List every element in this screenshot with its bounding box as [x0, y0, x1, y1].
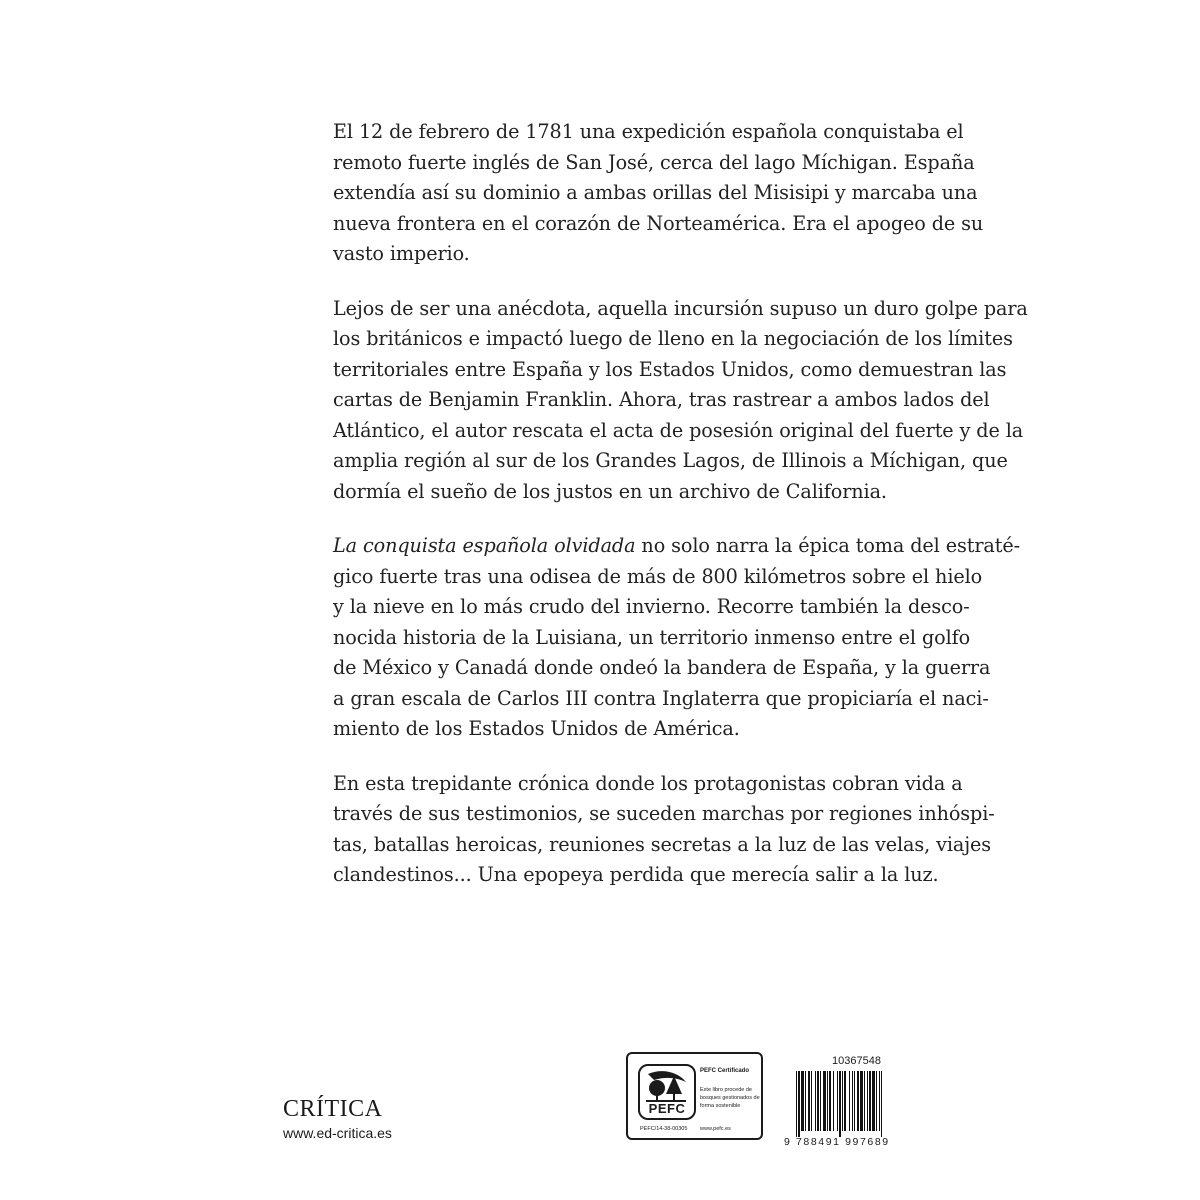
barcode-bars	[784, 1071, 924, 1137]
barcode-bar	[839, 1071, 841, 1137]
barcode-bar	[864, 1071, 865, 1131]
barcode-bar	[867, 1071, 868, 1131]
barcode-bar	[876, 1071, 877, 1131]
blurb-line: vasto imperio.	[333, 242, 470, 265]
barcode-bar	[829, 1071, 831, 1131]
barcode-bar	[857, 1071, 859, 1131]
blurb-line: Lejos de ser una anécdota, aquella incursión supuso un duro golpe para	[333, 296, 1028, 320]
barcode-bar	[881, 1071, 882, 1137]
barcode-bar	[808, 1071, 810, 1131]
barcode-bar	[860, 1071, 863, 1131]
barcode-bar	[833, 1071, 834, 1131]
barcode-bar	[815, 1071, 816, 1131]
publisher-name: CRÍTICA	[283, 1096, 383, 1122]
barcode-bar	[823, 1071, 826, 1131]
barcode-bar	[820, 1071, 821, 1131]
barcode-bar	[842, 1071, 843, 1131]
isbn-barcode	[784, 1055, 924, 1148]
blurb-line: amplia región al sur de los Grandes Lagos, de Illinois a Míchigan, que	[333, 449, 1008, 472]
publisher-block	[283, 1095, 392, 1141]
blurb-line: En esta trepidante crónica donde los protagonistas cobran vida a	[333, 771, 963, 795]
barcode-bar	[879, 1071, 880, 1131]
blurb-line: remoto fuerte inglés de San José, cerca del lago Míchigan. España	[333, 150, 975, 174]
blurb-line: a gran escala de Carlos III contra Inglaterra que propiciaría el naci-	[333, 686, 989, 710]
blurb-line: dormía el sueño de los justos en un archivo de California.	[333, 479, 887, 503]
barcode-bar	[849, 1071, 850, 1131]
publisher-url: www.ed-critica.es	[283, 1125, 392, 1141]
blurb-line: Atlántico, el autor rescata el acta de posesión original del fuerte y de la	[333, 418, 1024, 442]
barcode-bar	[801, 1071, 804, 1131]
blurb-line: gico fuerte tras una odisea de más de 800 kilómetros sobre el hielo	[333, 564, 983, 588]
barcode-bar	[796, 1071, 797, 1137]
barcode-bar	[817, 1071, 819, 1131]
barcode-bar	[852, 1071, 853, 1131]
pefc-code: PEFC/14-38-00305	[640, 1126, 688, 1132]
back-cover-blurb	[333, 117, 1028, 891]
barcode-bar	[798, 1071, 800, 1137]
blurb-line: y la nieve en lo más crudo del invierno. Recorre también la desco-	[333, 595, 970, 618]
barcode-bar	[837, 1071, 838, 1131]
blurb-line: El 12 de febrero de 1781 una expedición española conquistaba el	[333, 120, 964, 143]
barcode-bar	[844, 1071, 846, 1131]
blurb-line: territoriales entre España y los Estados Unidos, como demuestran las	[333, 357, 1007, 381]
barcode-isbn-digits: 9 788491 997689	[784, 1136, 890, 1148]
barcode-bar	[827, 1071, 828, 1131]
blurb-line: tas, batallas heroicas, reuniones secretas a la luz de las velas, viajes	[333, 832, 992, 856]
barcode-bar	[872, 1071, 875, 1131]
barcode-bar	[869, 1071, 871, 1131]
barcode-bar	[811, 1071, 812, 1131]
pefc-title: PEFC Certificado	[700, 1068, 750, 1074]
blurb-line: de México y Canadá donde ondeó la bandera de España, y la guerra	[333, 656, 991, 679]
barcode-top-number: 10367548	[832, 1055, 881, 1067]
blurb-line: miento de los Estados Unidos de América.	[333, 717, 740, 740]
blurb-paragraph-3	[333, 531, 1020, 745]
blurb-line: nocida historia de la Luisiana, un territorio inmenso entre el golfo	[333, 625, 971, 649]
pefc-trees-icon	[644, 1070, 690, 1102]
blurb-paragraph-4	[333, 769, 995, 891]
pefc-logo	[638, 1064, 696, 1120]
blurb-line	[333, 531, 1020, 562]
blurb-line: clandestinos... Una epopeya perdida que merecía salir a la luz.	[333, 863, 939, 886]
blurb-line: extendía así su dominio a ambas orillas del Misisipi y marcaba una	[333, 181, 978, 204]
pefc-description: Este libro procede de bosques gestionados de forma sostenible	[700, 1087, 760, 1109]
barcode-bar	[854, 1071, 855, 1131]
blurb-line: cartas de Benjamin Franklin. Ahora, tras rastrear a ambos lados del	[333, 388, 990, 411]
blurb-line: los británicos e impactó luego de lleno en la negociación de los límites	[333, 327, 1013, 350]
pefc-certification-box	[626, 1052, 763, 1140]
barcode-bar	[805, 1071, 806, 1131]
blurb-line: nueva frontera en el corazón de Norteamérica. Era el apogeo de su	[333, 211, 984, 235]
book-title-italic: La conquista española olvidada	[333, 534, 636, 557]
pefc-url: www.pefc.es	[700, 1126, 731, 1132]
blurb-line-rest: no solo narra la épica toma del estraté-	[635, 534, 1020, 557]
blurb-line: través de sus testimonios, se suceden marchas por regiones inhóspi-	[333, 802, 995, 825]
blurb-paragraph-2	[333, 294, 1028, 508]
blurb-paragraph-1	[333, 117, 984, 270]
pefc-logo-text: PEFC	[648, 1101, 686, 1116]
